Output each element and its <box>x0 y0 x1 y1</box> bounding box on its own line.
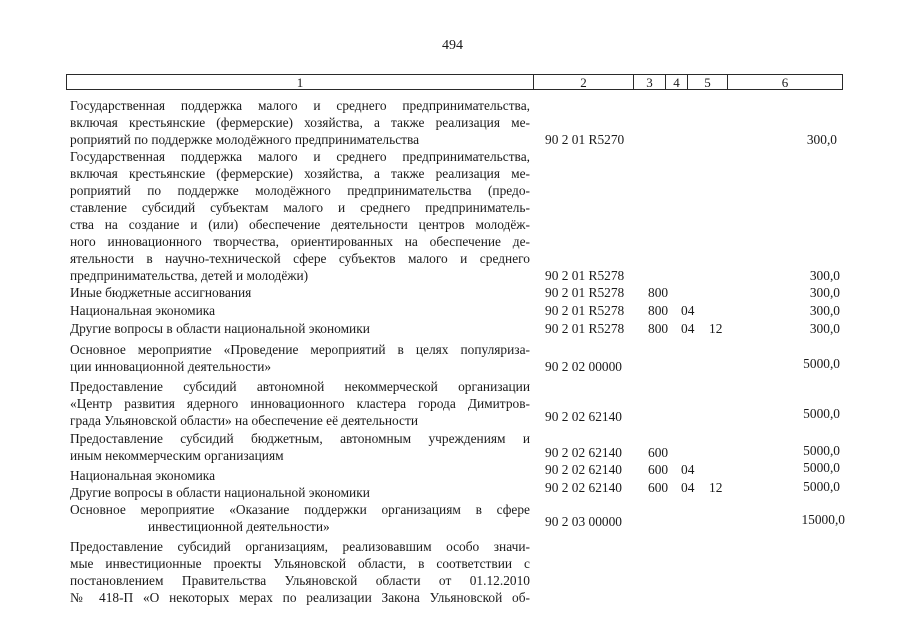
description-line: предпринимательства, детей и молодёжи) <box>70 268 309 283</box>
header-col-2: 2 <box>533 75 633 90</box>
target-article-code: 90 2 02 62140 <box>545 445 622 460</box>
amount: 300,0 <box>809 268 840 283</box>
row-description <box>70 341 530 375</box>
section-code: 04 <box>681 480 695 495</box>
expense-type-code: 600 <box>648 480 669 495</box>
target-article-code: 90 2 02 62140 <box>545 480 622 495</box>
target-article-code: 90 2 03 00000 <box>545 514 622 529</box>
description-line: ятельности в научно-технической сфере субъектов малого и среднего <box>70 251 530 266</box>
row-description <box>70 302 530 319</box>
header-col-4: 4 <box>665 75 687 90</box>
amount: 300,0 <box>809 285 840 300</box>
description-line: иным некоммерческим организациям <box>70 448 284 463</box>
description-line: Основное мероприятие «Оказание поддержки организациям в сфере <box>70 502 530 517</box>
target-article-code: 90 2 01 R5278 <box>545 285 625 300</box>
header-col-6: 6 <box>727 75 842 90</box>
row-description <box>70 148 530 284</box>
target-article-code: 90 2 01 R5278 <box>545 268 625 283</box>
amount: 5000,0 <box>803 460 840 475</box>
header-col-3: 3 <box>633 75 665 90</box>
amount: 300,0 <box>809 321 840 336</box>
description-line: ции инновационной деятельности» <box>70 359 272 374</box>
description-line: Государственная поддержка малого и среднего предпринимательства, <box>70 149 530 164</box>
description-line: ства на создание и (или) обеспечение деятельности центров молодёж- <box>70 217 530 232</box>
header-col-1: 1 <box>296 75 304 90</box>
expense-type-code: 600 <box>648 462 669 477</box>
row-description <box>70 284 530 301</box>
header-col-5: 5 <box>687 75 727 90</box>
row-description <box>70 430 530 464</box>
amount: 15000,0 <box>801 512 845 527</box>
subsection-code: 12 <box>709 321 723 336</box>
description-line: ного инновационного творчества, ориентированных на обеспечение де- <box>70 234 530 249</box>
amount: 5000,0 <box>803 443 840 458</box>
description-line: Национальная экономика <box>70 303 216 318</box>
description-line: ставление субсидий субъектам малого и среднего предприниматель- <box>70 200 530 215</box>
expense-type-code: 800 <box>648 321 669 336</box>
row-description <box>70 484 530 501</box>
description-line: Национальная экономика <box>70 468 216 483</box>
description-line: Предоставление субсидий бюджетным, автономным учреждениям и <box>70 431 530 446</box>
amount: 5000,0 <box>803 356 840 371</box>
description-line: Иные бюджетные ассигнования <box>70 285 252 300</box>
row-description <box>70 467 530 484</box>
subsection-code: 12 <box>709 480 723 495</box>
row-description <box>70 501 530 535</box>
description-line: включая крестьянские (фермерские) хозяйства, а также реализация ме- <box>70 166 530 181</box>
row-description <box>70 378 530 429</box>
section-code: 04 <box>681 462 695 477</box>
amount: 300,0 <box>809 303 840 318</box>
description-line: Предоставление субсидий автономной некоммерческой организации <box>70 379 530 394</box>
description-line: Другие вопросы в области национальной экономики <box>70 321 370 336</box>
description-line: Другие вопросы в области национальной экономики <box>70 485 370 500</box>
description-line: мые инвестиционные проекты Ульяновской области, в соответствии с <box>70 556 530 571</box>
expense-type-code: 800 <box>648 303 669 318</box>
description-line: постановлением Правительства Ульяновской области от 01.12.2010 <box>70 573 530 588</box>
description-line: № 418-П «О некоторых мерах по реализации Закона Ульяновской об- <box>70 590 530 605</box>
table-header <box>66 74 843 90</box>
amount: 5000,0 <box>803 479 840 494</box>
description-line: Предоставление субсидий организациям, реализовавшим особо значи- <box>70 539 530 554</box>
amount: 5000,0 <box>803 406 840 421</box>
expense-type-code: 800 <box>648 285 669 300</box>
description-line: включая крестьянские (фермерские) хозяйства, а также реализация ме- <box>70 115 530 130</box>
section-code: 04 <box>681 303 695 318</box>
amount: 300,0 <box>806 132 837 147</box>
description-line: Государственная поддержка малого и среднего предпринимательства, <box>70 98 530 113</box>
target-article-code: 90 2 02 62140 <box>545 462 622 477</box>
description-line: роприятий по поддержке молодёжного предпринимательства <box>70 132 420 147</box>
expense-type-code: 600 <box>648 445 669 460</box>
description-line: града Ульяновской области» на обеспечение её деятельности <box>70 413 419 428</box>
row-description <box>70 97 530 148</box>
description-line: инвестиционной деятельности» <box>148 519 330 534</box>
row-description <box>70 320 530 337</box>
target-article-code: 90 2 02 00000 <box>545 359 622 374</box>
description-line: «Центр развития ядерного инновационного кластера города Димитров- <box>70 396 530 411</box>
section-code: 04 <box>681 321 695 336</box>
target-article-code: 90 2 01 R5270 <box>545 132 625 147</box>
target-article-code: 90 2 01 R5278 <box>545 303 625 318</box>
target-article-code: 90 2 01 R5278 <box>545 321 625 336</box>
page-number: 494 <box>442 38 463 53</box>
description-line: роприятий по поддержке молодёжного предпринимательства (предо- <box>70 183 530 198</box>
target-article-code: 90 2 02 62140 <box>545 409 622 424</box>
row-description <box>70 538 530 606</box>
description-line: Основное мероприятие «Проведение мероприятий в целях популяриза- <box>70 342 530 357</box>
